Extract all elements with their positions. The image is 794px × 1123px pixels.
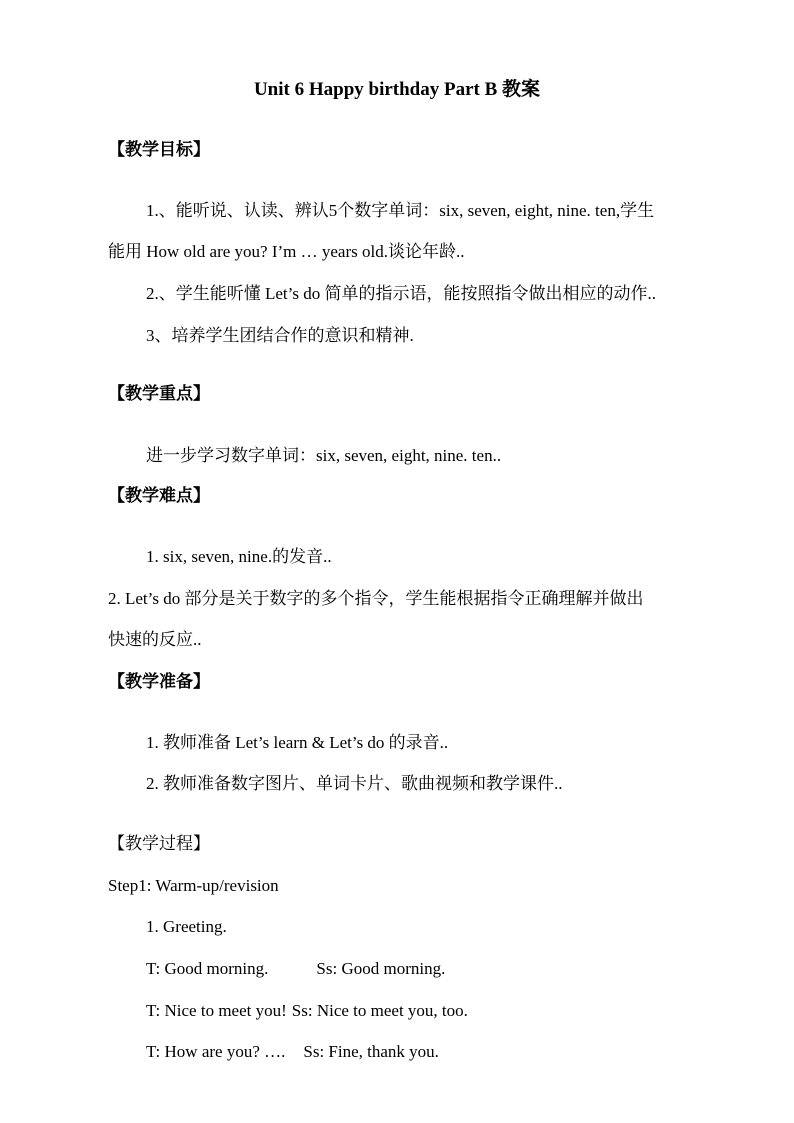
dialogue-students: Ss: Good morning.	[316, 959, 446, 978]
dialogue-line-1	[146, 958, 445, 980]
preparation-item-2: 2. 教师准备数字图片、单词卡片、歌曲视频和教学课件..	[146, 774, 563, 793]
preparation-item-1: 1. 教师准备 Let’s learn & Let’s do 的录音..	[146, 733, 449, 752]
difficulties-heading: 【教学难点】	[108, 486, 210, 505]
objective-item-3: 3、培养学生团结合作的意识和精神.	[146, 326, 414, 345]
process-heading: 【教学过程】	[108, 834, 210, 853]
process-step-1: Step1: Warm-up/revision	[108, 876, 279, 895]
preparation-heading: 【教学准备】	[108, 672, 210, 691]
objective-item-1-line-1: 1.、能听说、认读、辨认5个数字单词：six, seven, eight, nine. ten,学生	[146, 201, 655, 220]
dialogue-line-2	[146, 1000, 468, 1022]
objective-item-1-line-2: 能用 How old are you? I’m … years old.谈论年龄..	[108, 242, 465, 261]
difficulty-item-1: 1. six, seven, nine.的发音..	[146, 547, 332, 566]
key-points-text: 进一步学习数字单词：six, seven, eight, nine. ten..	[146, 446, 502, 465]
dialogue-teacher: T: Good morning.	[146, 959, 269, 978]
dialogue-students: Ss: Nice to meet you, too.	[291, 1001, 468, 1020]
document-title: Unit 6 Happy birthday Part B 教案	[253, 79, 541, 100]
difficulty-item-2-line-2: 快速的反应..	[108, 630, 202, 649]
dialogue-students: Ss: Fine, thank you.	[303, 1042, 439, 1061]
difficulty-item-2-line-1: 2. Let’s do 部分是关于数字的多个指令，学生能根据指令正确理解并做出	[108, 589, 644, 608]
objectives-heading: 【教学目标】	[108, 140, 210, 159]
objective-item-2: 2.、学生能听懂 Let’s do 简单的指示语，能按照指令做出相应的动作..	[146, 284, 656, 303]
greeting-item: 1. Greeting.	[146, 917, 227, 936]
key-points-heading: 【教学重点】	[108, 384, 210, 403]
dialogue-line-3	[146, 1041, 439, 1063]
dialogue-teacher: T: Nice to meet you!	[146, 1001, 287, 1020]
dialogue-teacher: T: How are you? ….	[146, 1042, 286, 1061]
